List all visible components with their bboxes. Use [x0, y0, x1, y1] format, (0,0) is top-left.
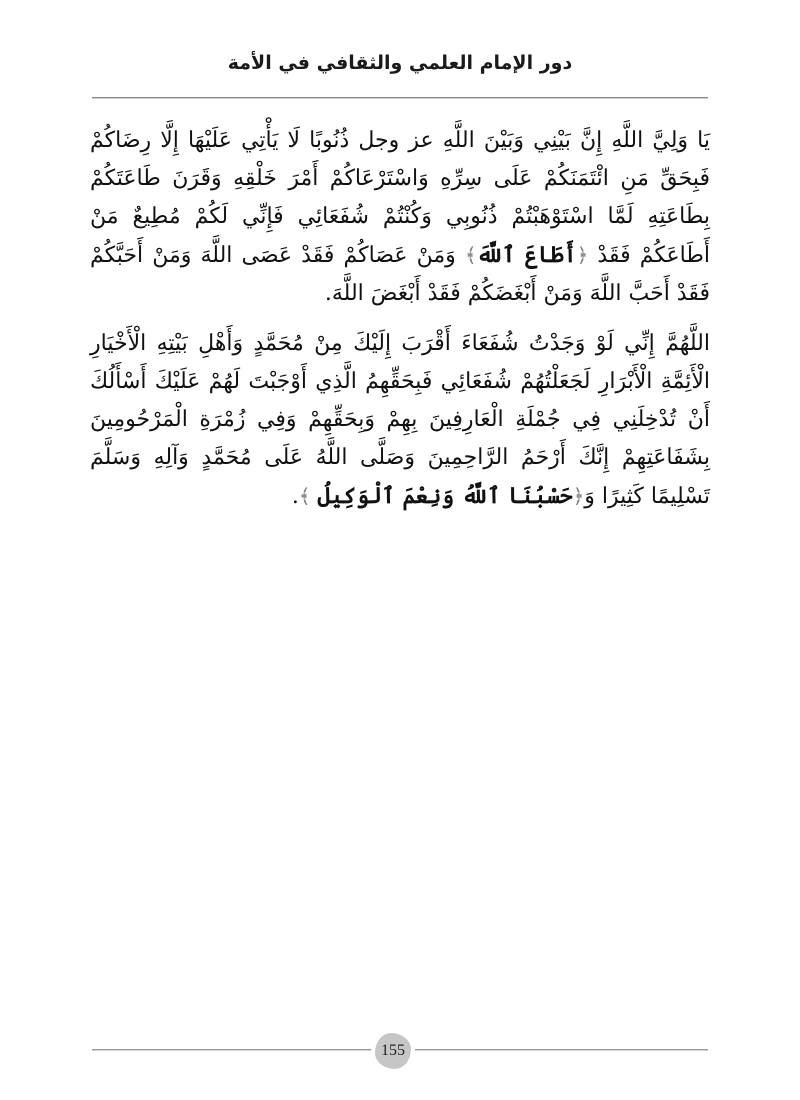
- page-number: 155: [381, 1042, 405, 1059]
- quran-quote: حَسْبُنَا ٱللَّهُ وَنِعْمَ ٱلْوَكِيلُ: [317, 483, 573, 509]
- page-footer: [92, 1030, 708, 1070]
- paragraph-ziyarah: [90, 122, 710, 313]
- page-body: [90, 122, 710, 528]
- page-number-badge: [375, 1033, 411, 1069]
- quran-quote: أَطَاعَ ٱللَّهَ: [476, 242, 577, 268]
- paragraph-dua: [90, 325, 710, 516]
- paragraph-text: اللَّهُمَّ إِنِّي لَوْ وَجَدْتُ شُفَعَاءَ أَقْرَبَ إِلَيْكَ مِنْ مُحَمَّدٍ وَأَهْلِ بَيْتِهِ الْأَخْيَارِ الْأَئِمَّةِ الْأَبْرَارِ لَجَعَلْتُهُمْ شُفَعَائِي فَبِحَقِّهِمُ الَّذِي أَوْجَبْتَ لَهُمْ عَلَيْكَ أَسْأَلُكَ أَنْ تُدْخِلَنِي فِي جُمْلَةِ الْعَارِفِينَ بِهِمْ وَبِحَقِّهِمْ وَفِي زُمْرَةِ الْمَرْحُومِينَ بِشَفَاعَتِهِمْ إِنَّكَ أَرْحَمُ الرَّاحِمِينَ وَصَلَّى اللَّهُ عَلَى مُحَمَّدٍ وَآلِهِ وَسَلَّمَ تَسْلِيمًا كَثِيرًا وَ: [90, 331, 711, 509]
- ornate-bracket-open-icon: ﴿: [572, 484, 585, 508]
- paragraph-text: وَمَنْ عَصَاكُمْ فَقَدْ عَصَى اللَّهَ وَمَنْ أَحَبَّكُمْ فَقَدْ أَحَبَّ اللَّهَ وَمَنْ أَبْغَضَكُمْ فَقَدْ أَبْغَضَ اللَّهَ.: [90, 243, 710, 306]
- ornate-bracket-open-icon: ﴿: [576, 243, 589, 267]
- header-divider: [92, 97, 708, 99]
- paragraph-text: يَا وَلِيَّ اللَّهِ إِنَّ بَيْنِي وَبَيْنَ اللَّهِ عز وجل ذُنُوبًا لَا يَأْتِي عَلَيْهَا إِلَّا رِضَاكُمْ فَبِحَقِّ مَنِ ائْتَمَنَكُمْ عَلَى سِرِّهِ وَاسْتَرْعَاكُمْ أَمْرَ خَلْقِهِ وَقَرَنَ طَاعَتَكُمْ بِطَاعَتِهِ لَمَّا اسْتَوْهَبْتُمْ ذُنُوبِي وَكُنْتُمْ شُفَعَائِي فَإِنِّي لَكُمْ مُطِيعٌ مَنْ أَطَاعَكُمْ فَقَدْ: [90, 128, 710, 268]
- sentence-end: .: [291, 484, 299, 509]
- running-header-title: دور الإمام العلمي والثقافي في الأمة: [227, 52, 573, 74]
- ornate-bracket-close-icon: ﴾: [298, 484, 311, 508]
- ornate-bracket-close-icon: ﴾: [464, 243, 477, 267]
